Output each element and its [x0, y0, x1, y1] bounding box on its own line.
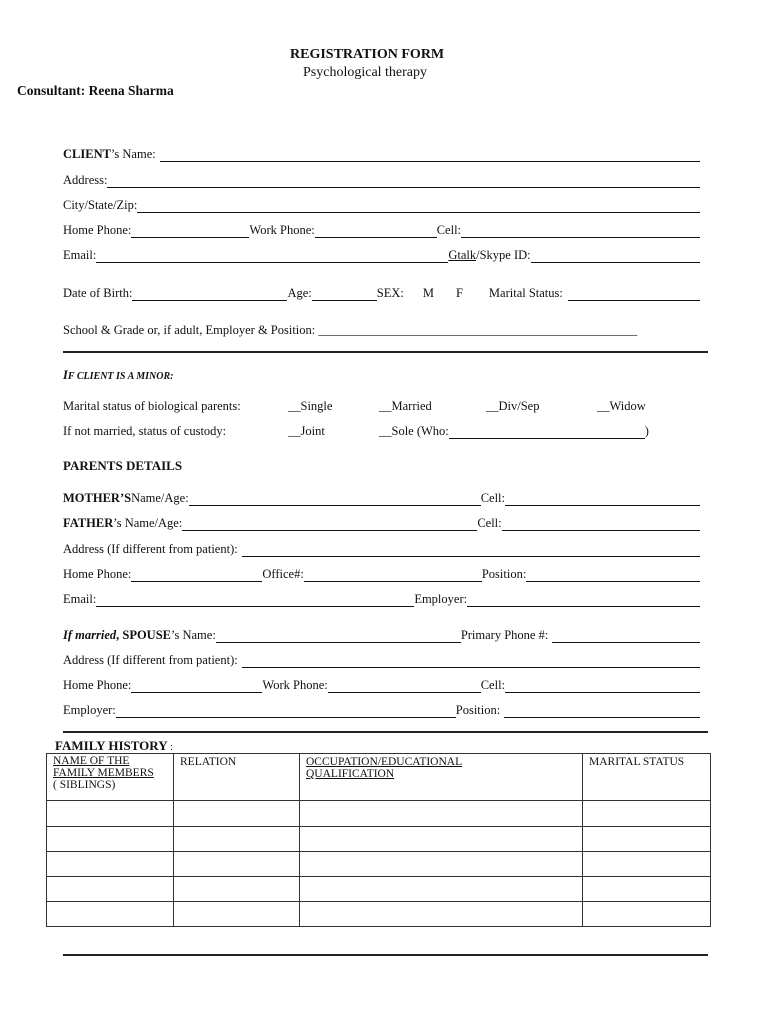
- mother-label: MOTHER’S: [63, 491, 132, 505]
- spouse-primary-phone-field[interactable]: [552, 630, 700, 643]
- parents-office-label: Office#:: [262, 567, 304, 581]
- father-row: [63, 515, 700, 531]
- option-widow[interactable]: __Widow: [597, 399, 646, 413]
- spouse-address-field[interactable]: [242, 655, 700, 668]
- minor-heading: IF CLIENT IS A MINOR:: [63, 368, 174, 382]
- family-history-heading: FAMILY HISTORY :: [55, 738, 173, 753]
- parents-address-field[interactable]: [242, 544, 700, 557]
- parents-email-row: [63, 591, 700, 607]
- spouse-phone-row: [63, 677, 700, 693]
- spouse-address-row: [63, 652, 700, 668]
- marital-status-label: Marital Status:: [488, 286, 563, 300]
- city-label: City/State/Zip:: [63, 198, 138, 212]
- father-cell-label: Cell:: [477, 516, 502, 530]
- table-row: [47, 827, 711, 852]
- home-phone-field[interactable]: [131, 225, 249, 238]
- table-row: [47, 801, 711, 827]
- dob-label: Date of Birth:: [63, 286, 133, 300]
- home-phone-label: Home Phone:: [63, 223, 132, 237]
- spouse-home-phone-field[interactable]: [131, 680, 262, 693]
- parents-employer-label: Employer:: [414, 592, 468, 606]
- family-history-table: [46, 753, 711, 927]
- sex-m-option[interactable]: M: [422, 286, 434, 300]
- dob-field[interactable]: [132, 288, 287, 301]
- spouse-row: [63, 627, 700, 643]
- footer-divider: [63, 954, 708, 956]
- form-subtitle: Psychological therapy: [303, 65, 428, 80]
- parents-address-label: Address (If different from patient):: [63, 542, 238, 556]
- table-row: [47, 852, 711, 877]
- spouse-position-field[interactable]: [504, 705, 700, 718]
- parents-email-label: Email:: [63, 592, 97, 606]
- email-label: Email:: [63, 248, 97, 262]
- age-label: Age:: [287, 286, 312, 300]
- father-name-label: ’s Name/Age:: [113, 516, 183, 530]
- email-row: [63, 247, 700, 263]
- email-field[interactable]: [96, 250, 448, 263]
- address-field[interactable]: [107, 175, 700, 188]
- mother-row: [63, 490, 700, 506]
- spouse-employer-field[interactable]: [116, 705, 456, 718]
- spouse-employer-row: [63, 702, 700, 718]
- client-name-field[interactable]: [160, 149, 700, 162]
- age-field[interactable]: [312, 288, 377, 301]
- spouse-label: , SPOUSE: [116, 628, 172, 642]
- section-divider: [63, 731, 708, 733]
- spouse-name-field[interactable]: [216, 630, 461, 643]
- if-married-label: If married: [63, 628, 117, 642]
- spouse-cell-label: Cell:: [480, 678, 506, 692]
- spouse-cell-field[interactable]: [505, 680, 700, 693]
- skype-field[interactable]: [531, 250, 700, 263]
- address-row: [63, 172, 700, 188]
- table-header-row: [47, 754, 711, 801]
- father-cell-field[interactable]: [502, 518, 700, 531]
- spouse-name-label: ’s Name:: [171, 628, 216, 642]
- parents-heading: PARENTS DETAILS: [63, 458, 183, 473]
- work-phone-label: Work Phone:: [249, 223, 315, 237]
- parents-position-field[interactable]: [526, 569, 700, 582]
- spouse-work-phone-field[interactable]: [328, 680, 481, 693]
- column-header-name: NAME OF THE FAMILY MEMBERS ( SIBLINGS): [47, 754, 174, 801]
- spouse-employer-label: Employer:: [63, 703, 116, 717]
- parents-position-label: Position:: [481, 567, 527, 581]
- consultant-name: Consultant: Reena Sharma: [17, 83, 174, 98]
- section-divider: [63, 351, 708, 353]
- spouse-home-phone-label: Home Phone:: [63, 678, 132, 692]
- custody-row: [63, 423, 700, 439]
- parents-phone-row: [63, 566, 700, 582]
- work-phone-field[interactable]: [315, 225, 437, 238]
- option-married[interactable]: __Married: [379, 399, 432, 413]
- school-row: [63, 322, 700, 338]
- mother-cell-label: Cell:: [480, 491, 505, 505]
- parents-home-phone-field[interactable]: [131, 569, 262, 582]
- father-name-field[interactable]: [182, 518, 477, 531]
- parents-address-row: [63, 541, 700, 557]
- table-row: [47, 877, 711, 902]
- marital-status-field[interactable]: [568, 288, 700, 301]
- dob-row: [63, 285, 700, 301]
- sex-f-option[interactable]: F: [455, 286, 463, 300]
- client-name-row: [63, 146, 700, 162]
- mother-cell-field[interactable]: [505, 493, 700, 506]
- client-label: CLIENT: [63, 147, 111, 161]
- option-sole[interactable]: __Sole (Who: ): [379, 424, 649, 438]
- spouse-position-label: Position:: [455, 703, 501, 717]
- parents-employer-field[interactable]: [467, 594, 700, 607]
- option-joint[interactable]: __Joint: [288, 424, 325, 438]
- client-name-label: ’s Name:: [110, 147, 156, 161]
- phones-row: [63, 222, 700, 238]
- column-header-marital-status: MARITAL STATUS: [583, 754, 711, 801]
- form-title: REGISTRATION FORM: [290, 47, 445, 62]
- custody-label: If not married, status of custody:: [63, 424, 227, 438]
- sex-label: SEX:: [376, 286, 404, 300]
- address-label: Address:: [63, 173, 108, 187]
- spouse-address-label: Address (If different from patient):: [63, 653, 238, 667]
- city-field[interactable]: [137, 200, 700, 213]
- cell-field[interactable]: [461, 225, 700, 238]
- mother-name-field[interactable]: [189, 493, 481, 506]
- option-div-sep[interactable]: __Div/Sep: [486, 399, 540, 413]
- parents-email-field[interactable]: [96, 594, 414, 607]
- school-label[interactable]: School & Grade or, if adult, Employer & Position: ___________________________________________________: [63, 323, 638, 337]
- column-header-relation: RELATION: [174, 754, 300, 801]
- father-label: FATHER: [63, 516, 114, 530]
- parents-marital-row: [63, 398, 700, 414]
- option-single[interactable]: __Single: [288, 399, 333, 413]
- spouse-work-phone-label: Work Phone:: [262, 678, 328, 692]
- parents-office-field[interactable]: [304, 569, 482, 582]
- cell-label: Cell:: [436, 223, 462, 237]
- city-row: [63, 197, 700, 213]
- gtalk-label: Gtalk: [448, 248, 477, 262]
- spouse-primary-phone-label: Primary Phone #:: [460, 628, 549, 642]
- parents-home-phone-label: Home Phone:: [63, 567, 132, 581]
- mother-name-label: Name/Age:: [131, 491, 189, 505]
- skype-label: /Skype ID:: [476, 248, 531, 262]
- sole-who-field[interactable]: [449, 426, 645, 439]
- column-header-occupation: OCCUPATION/EDUCATIONAL QUALIFICATION: [300, 754, 583, 801]
- parents-marital-label: Marital status of biological parents:: [63, 399, 241, 413]
- table-row: [47, 902, 711, 927]
